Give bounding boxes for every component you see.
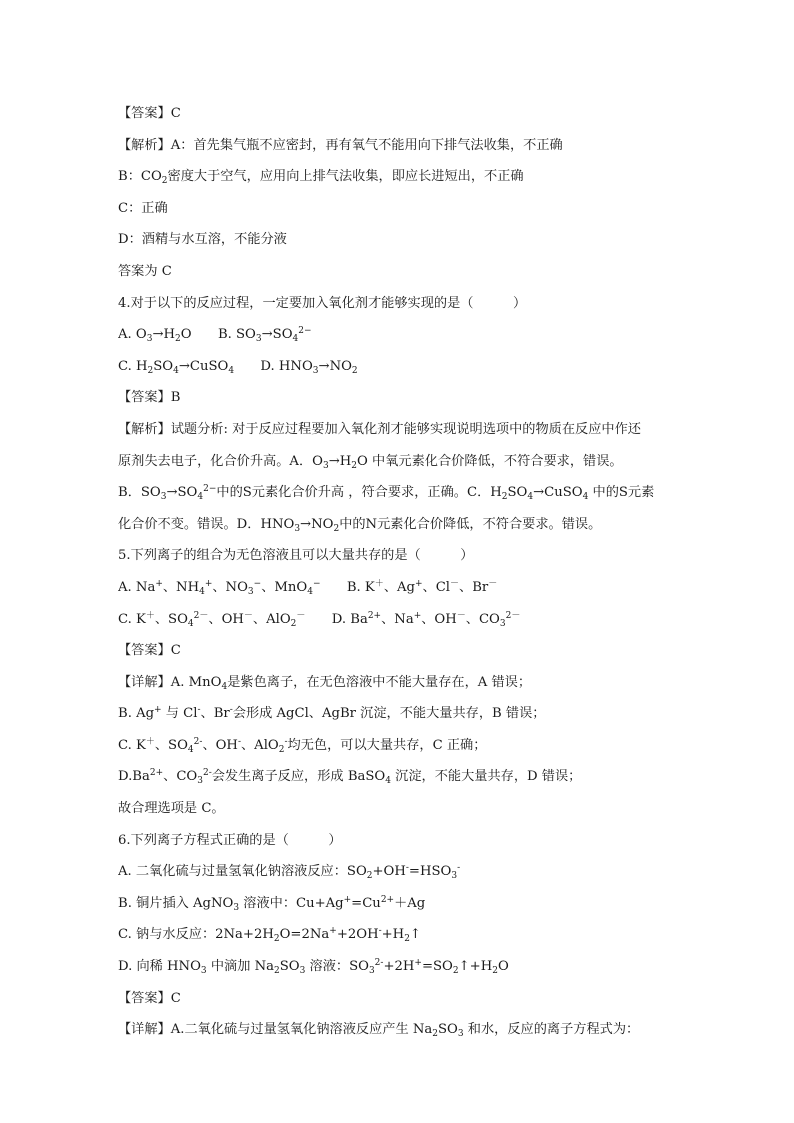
text-line: $D.Ba^{2+}$、$CO_3^{2-}$会发生离子反应，形成 BaSO$_4$ 沉淀，不能大量共存，D 错误； xyxy=(118,768,582,787)
text-line: 故合理选项是 C。 xyxy=(118,801,225,817)
text-line: A. Na+、$NH_4^+$、$NO_3^-$、MnO$_4$− B. K＋、Ag+、Cl－、Br－ xyxy=(118,578,498,597)
text-line: C. K＋、$SO_4^{2-}$、OH－、AlO$_2$－ D. $Ba^{2+}$、Na+、OH－、$CO_3^{2-}$ xyxy=(118,610,521,629)
text-line: 答案为 C xyxy=(118,263,172,279)
text-line: C：正确 xyxy=(118,200,168,216)
text-line: C. $H_2SO_4\to CuSO_4$ D. $HNO_3\to NO_2$ xyxy=(118,358,358,376)
text-line: B．$SO_3\to SO_4^{2-}$中的S元素化合价升高 ，符合要求，正确。C．$H_2SO_4\to CuSO_4$ 中的S元素 xyxy=(118,484,655,503)
text-line: D. 向稀 $HNO_3$ 中滴加 $Na_2SO_3$ 溶液：$SO_3^{2-}+2H^+=SO_2↑+H_2O$ xyxy=(118,958,509,977)
text-line: 6.下列离子方程式正确的是（ ） xyxy=(118,832,342,848)
text-line: A. $O_3\to H_2O$ B. $SO_3\to SO_4^{2-}$ xyxy=(118,326,312,345)
text-line: 【答案】C xyxy=(118,106,181,121)
text-line: D：酒精与水互溶，不能分液 xyxy=(118,232,287,248)
text-line: 【解析】A：首先集气瓶不应密封，再有氧气不能用向下排气法收集，不正确 xyxy=(118,137,563,153)
text-line: 【详解】A.二氧化硫与过量氢氧化钠溶液反应产生 $Na_2SO_3$ 和水，反应的离子方程式为： xyxy=(118,1022,640,1040)
text-line: B：$CO_2$密度大于空气，应用向上排气法收集，即应长进短出，不正确 xyxy=(118,169,524,187)
text-line: C. K＋、$SO_4^{2-}$、OH-、AlO$_2$-均无色，可以大量共存，C 正确； xyxy=(118,736,487,755)
text-line: 【答案】B xyxy=(118,390,181,406)
text-line: 【详解】A. MnO$_4$是紫色离子，在无色溶液中不能大量存在，A 错误； xyxy=(118,674,532,692)
text-line: 【解析】试题分析: 对于反应过程要加入氧化剂才能够实现说明选项中的物质在反应中作还 xyxy=(118,421,641,437)
text-line: 化合价不变。错误。D．$HNO_3\to NO_2$中的N元素化合价降低，不符合要求。错误。 xyxy=(118,516,602,534)
text-line: B. 铜片插入 AgNO$_3$ 溶液中：$Cu+Ag^+=Cu^{2+}+Ag$ xyxy=(118,894,426,913)
text-line: 5.下列离子的组合为无色溶液且可以大量共存的是（ ） xyxy=(118,548,474,564)
document-body xyxy=(118,98,684,1046)
text-line: 原剂失去电子，化合价升高。A．$O_3\to H_2O$ 中氧元素化合价降低，不符合要求，错误。 xyxy=(118,453,623,471)
text-line: B. Ag+ 与 Cl-、Br-会形成 AgCl、AgBr 沉淀，不能大量共存，B 错误； xyxy=(118,705,546,722)
text-line: 【答案】C xyxy=(118,643,181,659)
text-line: 4.对于以下的反应过程，一定要加入氧化剂才能够实现的是（ ） xyxy=(118,295,527,311)
text-line: C. 钠与水反应：$2Na+2H_2O=2Na^++2OH^-+H_2↑$ xyxy=(118,926,421,945)
text-line: 【答案】C xyxy=(118,990,181,1006)
text-line: A. 二氧化硫与过量氢氧化钠溶液反应：$SO_2+OH^-=HSO_3^-$ xyxy=(118,863,461,882)
